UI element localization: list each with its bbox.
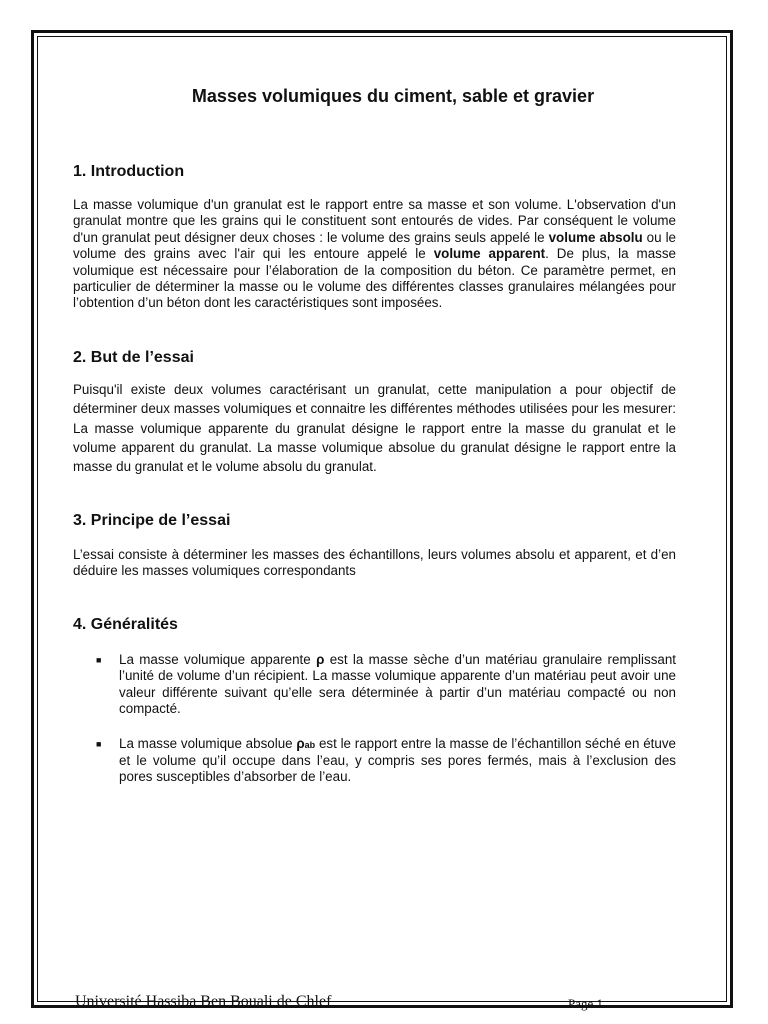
section-heading-introduction: 1. Introduction <box>73 163 185 180</box>
list-item <box>73 736 676 786</box>
rho-subscript: ab <box>304 739 316 750</box>
section-heading-but: 2. But de l’essai <box>73 349 194 366</box>
bullet-text-after: est le rapport entre la masse de l’échantillon séché en étuve et le volume qu’il occupe dans l’eau, y compris ses pores fermés, mais à l’exclusion des pores susceptibles d’absorber de l’eau. <box>119 735 676 785</box>
term-volume-absolu: volume absolu <box>548 229 643 245</box>
section-heading-principe: 3. Principe de l’essai <box>73 512 231 529</box>
document-title: Masses volumiques du ciment, sable et gravier <box>191 86 595 106</box>
section-heading-generalites: 4. Généralités <box>73 616 178 633</box>
bullet-marker-icon: ■ <box>96 655 102 665</box>
intro-text-1: La masse volumique d'un granulat est le rapport entre sa masse et son volume. L'observation d'un granulat montre que les grains qui le constituent sont entourés de vides. Par conséquent le volume d'un granulat peut désigner deux choses : le volume des grains seuls appelé le <box>73 197 676 245</box>
bullet-text-after: est la masse sèche d’un matériau granulaire remplissant l’unité de volume d’un récipient. La masse volumique apparente d’un matériau peut avoir une valeur différente suivant qu’elle sera déterminée à partir d’un matériau compacté ou non compacté. <box>119 652 676 717</box>
principe-paragraph: L’essai consiste à déterminer les masses des échantillons, leurs volumes absolu et apparent, et d’en déduire les masses volumiques correspondants <box>73 547 676 579</box>
footer-page-number: Page 1 <box>568 996 604 1011</box>
but-paragraph: Puisqu'il existe deux volumes caractérisant un granulat, cette manipulation a pour objectif de déterminer deux masses volumiques et connaitre les différentes méthodes utilisées pour les mesurer: La masse volumique apparente du granulat désigne le rapport entre la masse du granulat et le volume apparent du granulat. La masse volumique absolue du granulat désigne le rapport entre la masse du granulat et le volume absolu du granulat. <box>73 382 676 475</box>
rho-symbol: ρ <box>296 735 305 751</box>
bullet-text-before: La masse volumique absolue <box>119 735 297 751</box>
rho-symbol: ρ <box>316 652 325 667</box>
footer-institution: Université Hassiba Ben Bouali de Chlef <box>75 993 332 1010</box>
generalites-list <box>73 652 676 804</box>
introduction-paragraph <box>73 197 676 312</box>
term-volume-apparent: volume apparent <box>433 246 546 262</box>
list-item <box>73 652 676 718</box>
bullet-text-before: La masse volumique apparente <box>119 652 317 667</box>
intro-text-2: ou le volume des grains avec l'air qui les entoure appelé le <box>73 229 676 262</box>
bullet-marker-icon: ■ <box>96 738 102 749</box>
intro-text-3: . De plus, la masse volumique est nécessaire pour l’élaboration de la composition du béton. Ce paramètre permet, en particulier de déterminer la masse ou le volume des différentes classes granulaires mélangées pour l’obtention d’un béton dont les caractéristiques sont imposées. <box>73 246 676 311</box>
